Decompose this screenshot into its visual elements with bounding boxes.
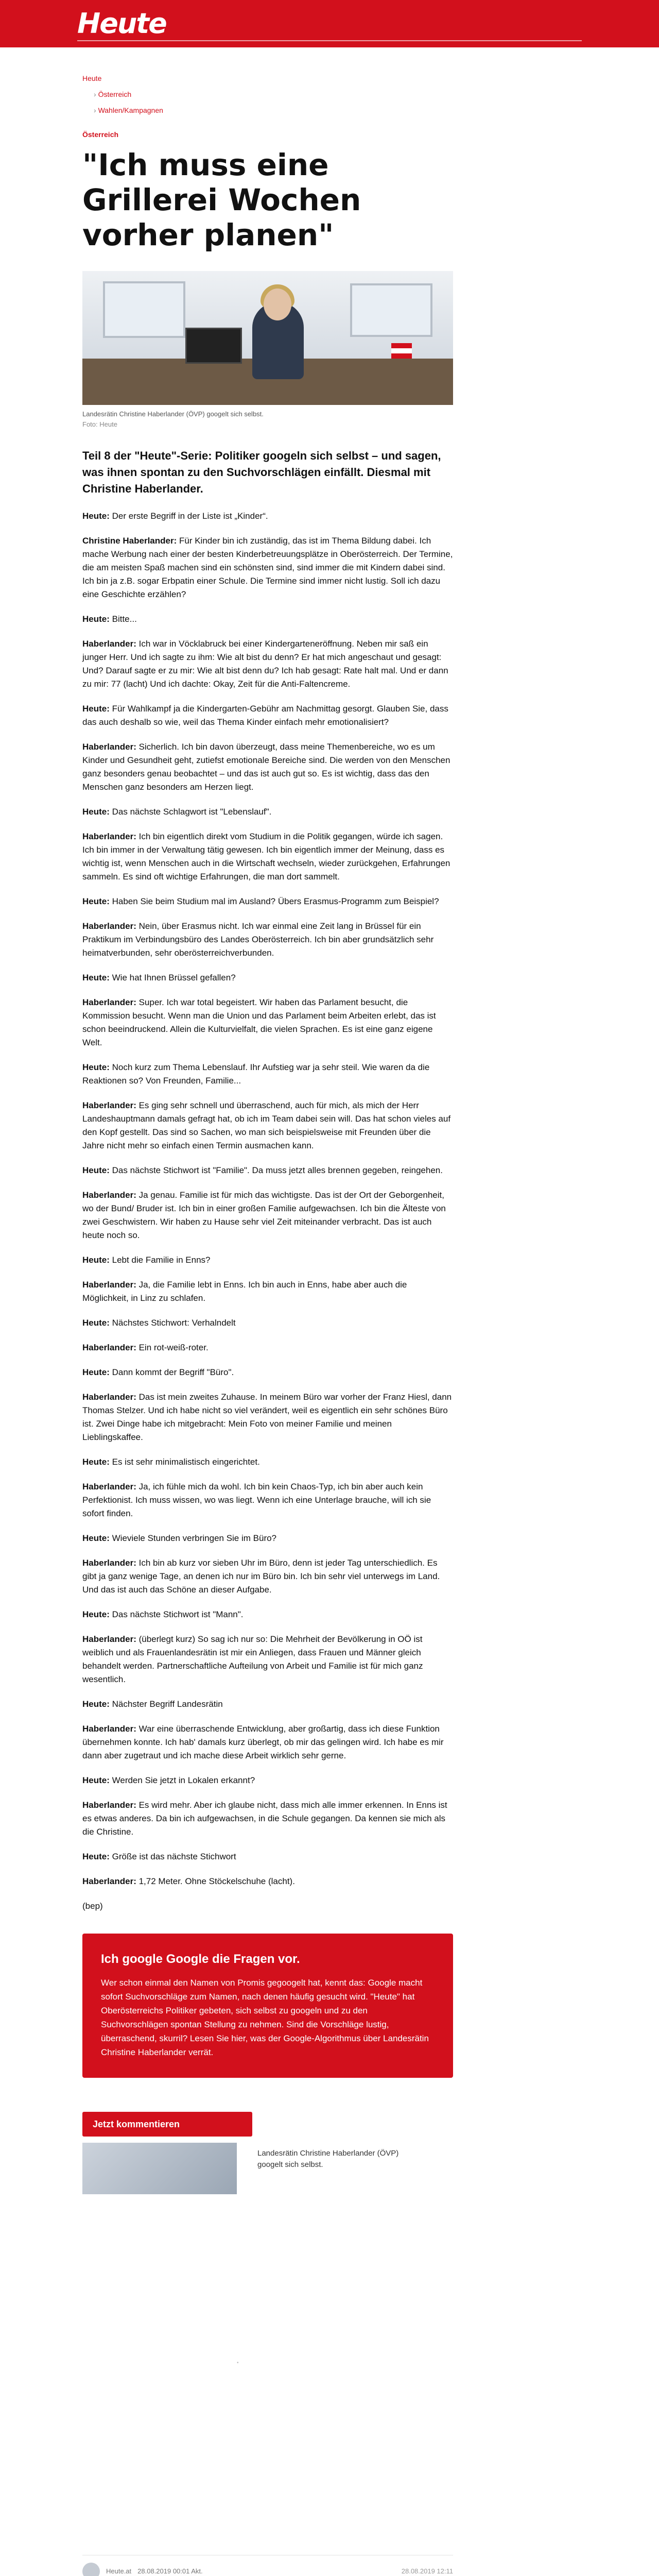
article-lead: Teil 8 der "Heute"-Serie: Politiker googeln sich selbst – und sagen, was ihnen spontan zu den Suchvorschlägen einfällt. Diesmal mit Christine Haberlander.: [82, 449, 441, 495]
interview-paragraph: [82, 1189, 453, 1242]
interview-text: 1,72 Meter. Ohne Stöckelschuhe (lacht).: [138, 1876, 295, 1886]
interview-text: Ich bin eigentlich direkt vom Studium in die Politik gegangen, würde ich sagen. Ich bin immer in der Verwaltung tätig gewesen. Ich bin eigentlich immer der Meinung, dass es wichtig ist, wenn Menschen auch in die Wirtschaft wechseln, wieder zurückgehen, Erfahrungen sammeln. Es sind oft wichtige Erfahrungen, die man dort sammelt.: [82, 832, 450, 882]
breadcrumb: [82, 47, 582, 116]
site-logo[interactable]: Heute: [77, 7, 166, 40]
interview-paragraph: [82, 534, 453, 601]
interview-text: Es wird mehr. Aber ich glaube nicht, dass mich alle immer erkennen. In Enns ist es etwas anderes. Da bin ich aufgewachsen, in die Schule gegangen. Da kennen sie mich als die Christine.: [82, 1800, 447, 1837]
teaser-caption: Landesrätin Christine Haberlander (ÖVP) googelt sich selbst.: [257, 2149, 399, 2169]
speaker-label: Haberlander :: [82, 1876, 139, 1886]
interview-paragraph: [82, 637, 453, 691]
speaker-label: Heute :: [82, 614, 112, 624]
ad-marker: •: [237, 2360, 239, 2366]
interview-paragraph: [82, 1556, 453, 1597]
speaker-label: Heute :: [82, 807, 112, 817]
comment-button[interactable]: Jetzt kommentieren: [82, 2112, 252, 2137]
interview-paragraph: [82, 1278, 453, 1305]
author-name[interactable]: Heute.at: [106, 2567, 132, 2575]
interview-paragraph: [82, 1799, 453, 1839]
interview-text: Das ist mein zweites Zuhause. In meinem Büro war vorher der Franz Hiesl, dann Thomas Stelzer. Und ich habe nicht so viel verändert, weil es eigentlich ein sehr schönes Büro ist. Zwei Dinge habe ich mitgebracht: Mein Foto von meiner Familie und meinen Lieblingskaffee.: [82, 1392, 452, 1442]
speaker-label: Haberlander :: [82, 1482, 139, 1492]
interview-paragraph: [82, 1253, 453, 1267]
breadcrumb-home[interactable]: Heute: [82, 74, 102, 82]
image-caption: [82, 409, 453, 429]
interview-text: Ja genau. Familie ist für mich das wichtigste. Das ist der Ort der Geborgenheit, wo der Bund/ Bruder ist. Ich bin in einer großen Familie aufgewachsen. Ich bin die Älteste von zwei Geschwistern. Wir haben zu Hause sehr viel Zeit miteinander verbracht. Das ist auch heute noch so.: [82, 1190, 446, 1240]
page-content: [77, 47, 582, 2576]
speaker-label: Heute :: [82, 1852, 112, 1861]
speaker-label: Haberlander :: [82, 1280, 139, 1290]
caption-text: Landesrätin Christine Haberlander (ÖVP) googelt sich selbst.: [82, 410, 264, 418]
interview-text: Es ist sehr minimalistisch eingerichtet.: [112, 1457, 260, 1467]
speaker-label: Heute :: [82, 1255, 112, 1265]
interview-text: Super. Ich war total begeistert. Wir haben das Parlament besucht, die Kommission besucht. Wenn man die Union und das Parlament beim Arbeiten erlebt, das ist schon beeindruckend. Allein die Kulturvielfalt, die vielen Sprachen. Es ist eine ganz eigene Welt.: [82, 997, 436, 1047]
interview-text: Nächster Begriff Landesrätin: [112, 1699, 223, 1709]
interview-paragraph: [82, 1316, 453, 1330]
interview-paragraph: [82, 1633, 453, 1686]
avatar: [82, 2563, 100, 2576]
speaker-label: Heute :: [82, 1533, 112, 1543]
kicker-tag[interactable]: Österreich: [82, 130, 119, 139]
hero-flag: [391, 343, 412, 359]
interview-text: Ich bin ab kurz vor sieben Uhr im Büro, denn ist jeder Tag unterschiedlich. Es gibt ja ganz wenige Tage, an denen ich nur im Büro bin. Ich bin sehr viel unterwegs im Land. Und das ist auch das Schöne an dieser Aufgabe.: [82, 1558, 440, 1595]
article-kicker: [82, 129, 582, 140]
hero-head: [264, 289, 291, 320]
series-info-box: [82, 1934, 453, 2078]
interview-paragraph: [82, 510, 453, 523]
interview-paragraph: [82, 1455, 453, 1469]
interview-text: Haben Sie beim Studium mal im Ausland? Übers Erasmus-Programm zum Beispiel?: [112, 896, 439, 906]
speaker-label: Heute :: [82, 1699, 112, 1709]
interview-paragraph: [82, 1366, 453, 1379]
article-body: [82, 510, 453, 1888]
interview-text: Wie hat Ihnen Brüssel gefallen?: [112, 973, 236, 982]
interview-paragraph: [82, 830, 453, 884]
speaker-label: Haberlander :: [82, 1343, 139, 1352]
interview-text: Sicherlich. Ich bin davon überzeugt, dass meine Themenbereiche, wo es um Kinder und Gesundheit geht, zutiefst emotionale Bereiche sind. Die werden von den Menschen ganz besonders genau beobachtet – und das ist auch gut so. Es ist wichtig, dass das den Menschen ganz besonders am Herzen liegt.: [82, 742, 450, 792]
interview-paragraph: [82, 920, 453, 960]
interview-text: Bitte...: [112, 614, 137, 624]
speaker-label: Haberlander :: [82, 639, 139, 649]
interview-text: (überlegt kurz) So sag ich nur so: Die Mehrheit der Bevölkerung in OÖ ist weiblich und als Frauenlandesrätin ist mir ein Anliegen, dass Frauen und Männer gleich behandelt werden. Partnerschaftliche Aufteilung von Arbeit und Familie ist für mich ganz wesentlich.: [82, 1634, 423, 1684]
speaker-label: Heute :: [82, 511, 112, 521]
interview-text: Nein, über Erasmus nicht. Ich war einmal eine Zeit lang in Brüssel für ein Praktikum im Verbindungsbüro des Landes Oberösterreich. Ich bin aber grundsätzlich sehr heimatverbunden, sehr oberösterreichverbunden.: [82, 921, 434, 958]
site-header: [0, 0, 659, 47]
interview-paragraph: [82, 1391, 453, 1444]
speaker-label: Haberlander :: [82, 1100, 139, 1110]
hero-window-left: [103, 281, 185, 338]
interview-text: Ja, ich fühle mich da wohl. Ich bin kein Chaos-Typ, ich bin aber auch kein Perfektionist. Ich muss wissen, wo was liegt. Wenn ich eine Unterlage brauche, will ich sie sofort finden.: [82, 1482, 431, 1518]
interview-text: Das nächste Stichwort ist "Mann".: [112, 1609, 244, 1619]
interview-text: Für Wahlkampf ja die Kindergarten-Gebühr am Nachmittag gesorgt. Glauben Sie, dass das auch deshalb so wie, weil das Thema Kinder einfach mehr emotionalisiert?: [82, 704, 448, 727]
series-info-title: Ich google Google die Fragen vor.: [101, 1952, 300, 1966]
article-end-marker: (bep): [82, 1901, 103, 1911]
speaker-label: Haberlander :: [82, 1634, 139, 1644]
interview-paragraph: [82, 740, 453, 794]
series-info-text: Wer schon einmal den Namen von Promis gegoogelt hat, kennt das: Google macht sofort Suchvorschläge zum Namen, nach denen häufig gesucht wird. "Heute" hat Oberösterreichs Politiker gebeten, sich selbst zu googeln und zu den Suchvorschlägen spontan Stellung zu nehmen. Sind die Vorschläge lustig, überraschend, skurril? Lesen Sie hier, was der Google-Algorithmus über Landesrätin Christine Haberlander verrät.: [101, 1978, 429, 2057]
interview-paragraph: [82, 1698, 453, 1711]
interview-paragraph: [82, 1061, 453, 1088]
interview-text: Das nächste Schlagwort ist "Lebenslauf".: [112, 807, 272, 817]
speaker-label: Heute :: [82, 1457, 112, 1467]
interview-text: Das nächste Stichwort ist "Familie". Da muss jetzt alles brennen gegeben, reingehen.: [112, 1165, 443, 1175]
speaker-label: Heute :: [82, 973, 112, 982]
speaker-label: Haberlander :: [82, 742, 139, 752]
interview-text: Größe ist das nächste Stichwort: [112, 1852, 236, 1861]
updated-date: 28.08.2019 12:11: [401, 2567, 453, 2575]
speaker-label: Heute :: [82, 704, 112, 714]
interview-paragraph: [82, 1608, 453, 1621]
interview-text: Nächstes Stichwort: Verhalndelt: [112, 1318, 236, 1328]
ad-placeholder: [82, 2359, 453, 2545]
speaker-label: Haberlander :: [82, 1724, 139, 1734]
interview-paragraph: [82, 971, 453, 985]
interview-paragraph: [82, 895, 453, 908]
interview-text: Ein rot-weiß-roter.: [138, 1343, 209, 1352]
hero-image[interactable]: [82, 271, 453, 405]
interview-paragraph: [82, 1099, 453, 1153]
interview-paragraph: [82, 996, 453, 1049]
speaker-label: Heute :: [82, 1609, 112, 1619]
published-date: 28.08.2019 00:01 Akt.: [137, 2567, 203, 2575]
interview-text: War eine überraschende Entwicklung, aber großartig, dass ich diese Funktion übernehmen konnte. Ich hab' damals kurz überlegt, ob mir das gelingen wird. Ich habe es mir dann aber zugetraut und ich mache diese Arbeit wirklich sehr gerne.: [82, 1724, 444, 1760]
speaker-label: Haberlander :: [82, 1190, 139, 1200]
header-divider: [77, 40, 582, 41]
speaker-label: Haberlander :: [82, 997, 139, 1007]
interview-text: Der erste Begriff in der Liste ist „Kinder“.: [112, 511, 268, 521]
interview-text: Dann kommt der Begriff "Büro".: [112, 1367, 234, 1377]
interview-text: Wieviele Stunden verbringen Sie im Büro?: [112, 1533, 277, 1543]
article-meta: [82, 2555, 453, 2576]
speaker-label: Haberlander :: [82, 1558, 139, 1568]
interview-text: Es ging sehr schnell und überraschend, auch für mich, als mich der Herr Landeshauptmann damals gefragt hat, ob ich im Team dabei sein will. Das hat schon vieles auf den Kopf gestellt. Das sind so Sachen, wo man sich beispielsweise mit Freunden über die Jahre nicht mehr so einfach einen Termin ausmachen kann.: [82, 1100, 451, 1150]
interview-paragraph: [82, 1774, 453, 1787]
interview-paragraph: [82, 1164, 453, 1177]
author-block: [82, 2563, 203, 2576]
speaker-label: Heute :: [82, 1062, 112, 1072]
speaker-label: Heute :: [82, 896, 112, 906]
interview-text: Ja, die Familie lebt in Enns. Ich bin auch in Enns, habe aber auch die Möglichkeit, in Linz zu schlafen.: [82, 1280, 407, 1303]
speaker-label: Heute :: [82, 1318, 112, 1328]
caption-credit: Foto: Heute: [82, 420, 117, 428]
interview-text: Ich war in Vöcklabruck bei einer Kindergarteneröffnung. Neben mir saß ein junger Herr. Und ich sagte zu ihm: Wie alt bist du denn? Er hat mich angeschaut und gesagt: Und? Darauf sagte er zu mir: Wie alt bist denn du? Ich hab gesagt: Rate halt mal. Und er dann zu mir: 77 (lacht) Und ich dachte: Okay, Zeit für die Anti-Faltencreme.: [82, 639, 448, 689]
comment-teaser: [82, 2091, 453, 2194]
speaker-label: Christine Haberlander :: [82, 536, 179, 546]
interview-paragraph: [82, 1532, 453, 1545]
speaker-label: Haberlander :: [82, 921, 139, 931]
interview-paragraph: [82, 805, 453, 819]
speaker-label: Heute :: [82, 1367, 112, 1377]
page-title: "Ich muss eine Grillerei Wochen vorher planen": [82, 147, 361, 252]
interview-text: Noch kurz zum Thema Lebenslauf. Ihr Aufstieg war ja sehr steil. Wie waren da die Reaktionen so? Von Freunden, Familie...: [82, 1062, 430, 1086]
interview-paragraph: [82, 702, 453, 729]
interview-paragraph: [82, 1722, 453, 1762]
teaser-thumbnail[interactable]: [82, 2143, 237, 2194]
breadcrumb-section[interactable]: › Österreich: [82, 89, 582, 100]
interview-paragraph: [82, 1850, 453, 1863]
speaker-label: Haberlander :: [82, 1800, 139, 1810]
speaker-label: Heute :: [82, 1165, 112, 1175]
hero-monitor: [185, 328, 242, 364]
speaker-label: Haberlander :: [82, 832, 139, 841]
hero-window-right: [350, 283, 432, 337]
interview-text: Für Kinder bin ich zuständig, das ist im Thema Bildung dabei. Ich mache Werbung nach einer der besten Kinderbetreuungsplätze in Oberösterreich. Der Termine, die am meisten Spaß machen sind ein schönsten sind, sind immer die mit Kindern dabei sind. Ich bin ja z.B. sogar Erbpatin einer Schule. Die Termine sind immer nicht lustig. Soll ich dazu eine Geschichte erzählen?: [82, 536, 453, 599]
interview-text: Werden Sie jetzt in Lokalen erkannt?: [112, 1775, 255, 1785]
breadcrumb-subsection[interactable]: › Wahlen/Kampagnen: [82, 105, 582, 116]
speaker-label: Heute :: [82, 1775, 112, 1785]
interview-paragraph: [82, 1341, 453, 1354]
interview-paragraph: [82, 1480, 453, 1520]
interview-paragraph: [82, 1875, 453, 1888]
speaker-label: Haberlander :: [82, 1392, 139, 1402]
interview-paragraph: [82, 613, 453, 626]
interview-text: Lebt die Familie in Enns?: [112, 1255, 211, 1265]
